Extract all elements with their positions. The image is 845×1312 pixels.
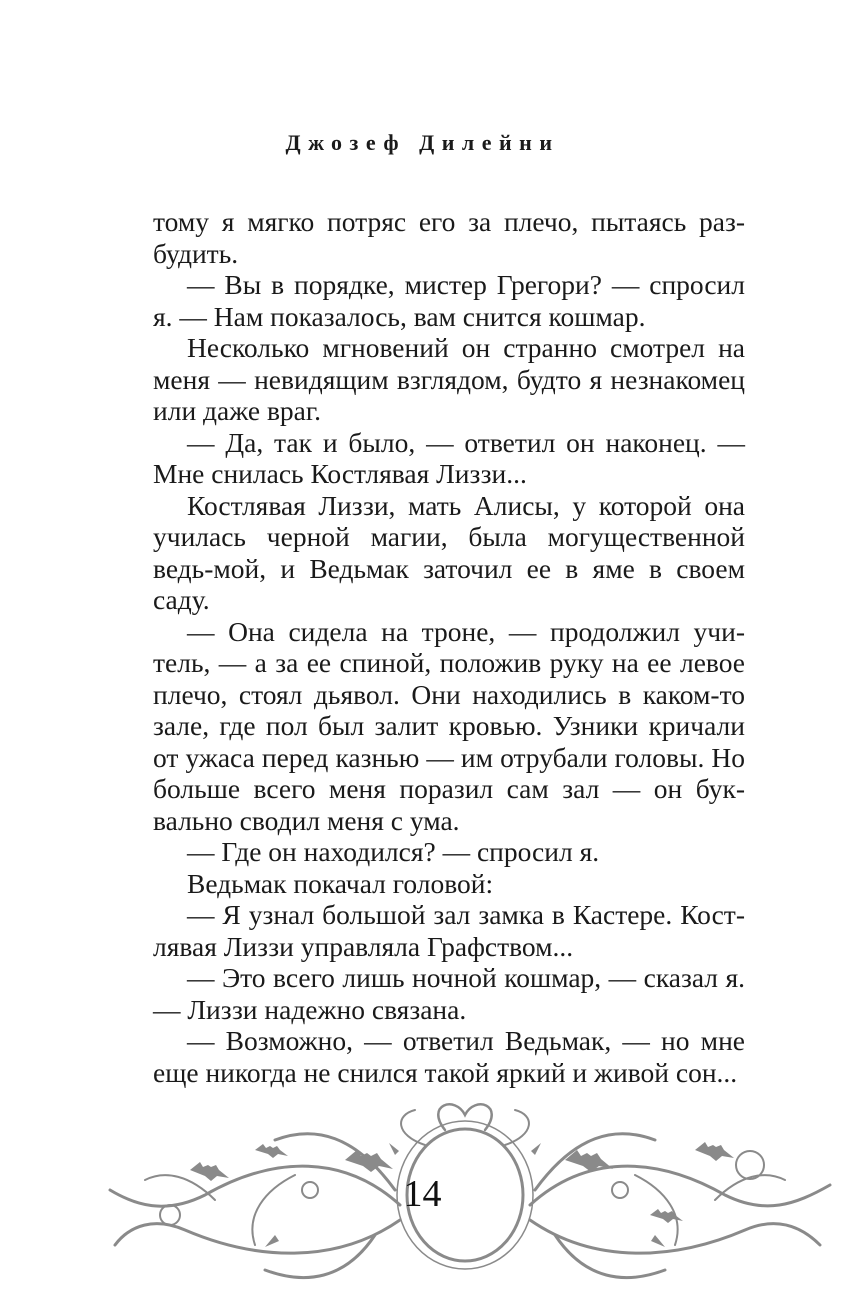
paragraph: Ведьмак покачал головой: [187,867,494,899]
paragraph: — Где он находился? — спросил я. [187,836,600,867]
paragraph: — Вы в порядке, мистер Грегори? — спросил я. — Нам показалось, вам снится кошмар. [153,269,745,332]
paragraph: — Да, так и было, — ответил он наконец. — Мне снилась Костлявая Лиззи... [153,426,745,489]
paragraph: Костлявая Лиззи, мать Алисы, у которой она училась черной магии, была могущественной ведь-мой, и Ведьмак заточил ее в яме в своем саду. [153,489,745,615]
page-body-text [153,206,745,1088]
paragraph: — Это всего лишь ночной кошмар, — сказал я. — Лиззи надежно связана. [153,962,745,1025]
paragraph: — Возможно, — ответил Ведьмак, — но мне еще никогда не снился такой яркий и живой сон... [153,1025,745,1088]
running-title: Джозеф Дилейни [285,130,560,155]
paragraph: Несколько мгновений он странно смотрел на меня — невидящим взглядом, будто я незнакомец или даже враг. [153,332,745,426]
page-number: 14 [403,1173,442,1215]
paragraph: — Я узнал большой зал замка в Кастере. Кост-лявая Лиззи управляла Графством... [153,899,745,962]
paragraph: — Она сидела на троне, — продолжил учи-тель, — а за ее спиной, положив руку на ее левое плечо, стоял дьявол. Они находились в каком-то зале, где пол был залит кровью. Узники кричали от ужаса перед казнью — им отрубали головы. Но больше всего меня поразил сам зал — он бук-вально сводил меня с ума. [153,615,745,836]
paragraph: тому я мягко потряс его за плечо, пытаясь раз-будить. [153,206,745,269]
